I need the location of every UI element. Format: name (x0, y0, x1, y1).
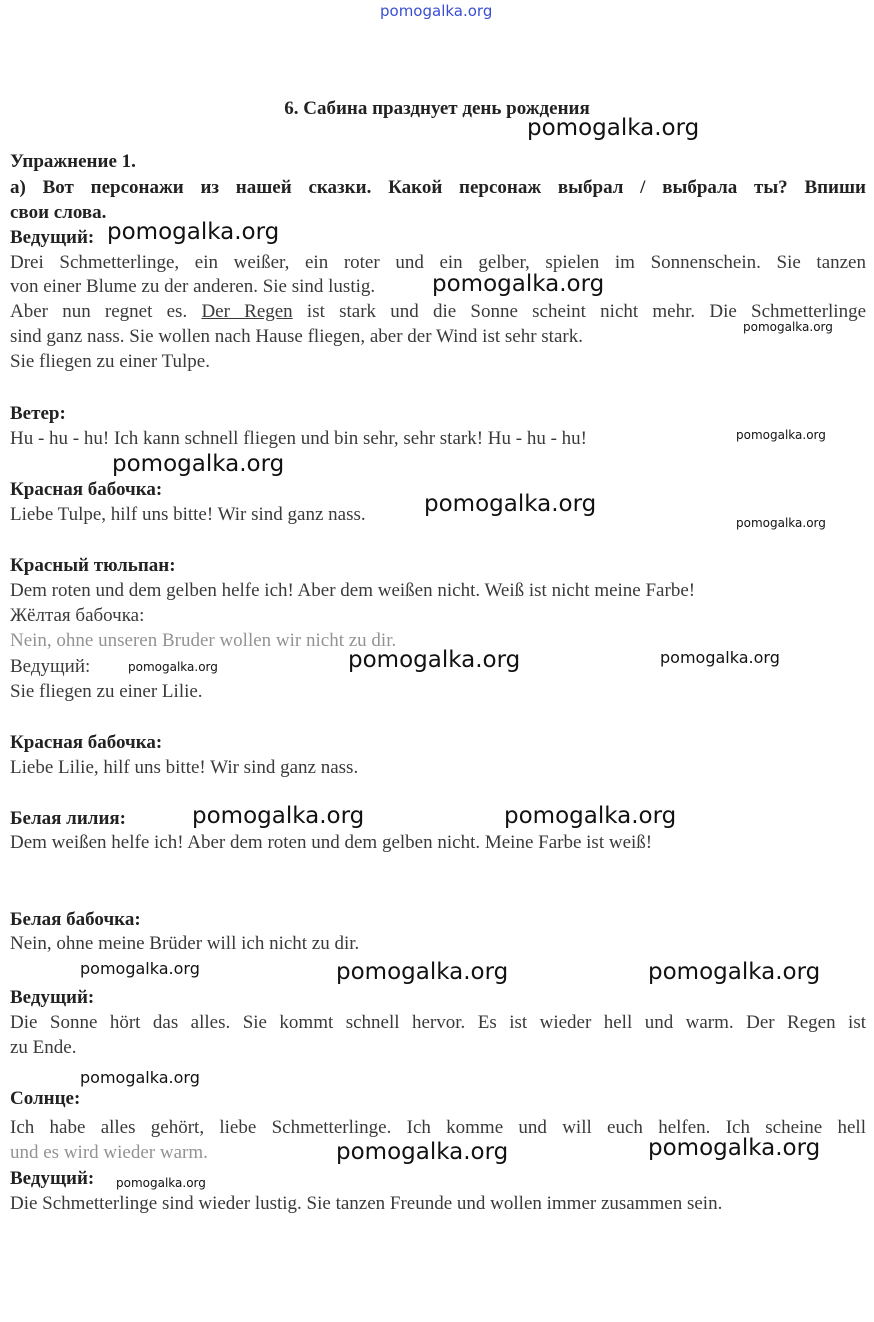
speaker-label: Красная бабочка: (10, 732, 163, 753)
dialogue-line: sind ganz nass. Sie wollen nach Hause fliegen, aber der Wind ist sehr stark. (10, 326, 583, 347)
dialogue-line: zu Ende. (10, 1037, 77, 1058)
speaker-label: Белая бабочка: (10, 909, 141, 930)
dialogue-line: von einer Blume zu der anderen. Sie sind lustig. (10, 276, 376, 297)
dialogue-line: und es wird wieder warm. (10, 1142, 208, 1163)
watermark: pomogalka.org (648, 959, 821, 985)
watermark: pomogalka.org (336, 959, 509, 985)
underlined-word: Der Regen (201, 301, 293, 322)
exercise-task-line1: а) Вот персонажи из нашей сказки. Какой персонаж выбрал / выбрала ты? Впиши (10, 177, 866, 198)
watermark: pomogalka.org (336, 1139, 509, 1165)
dialogue-line: Dem roten und dem gelben helfe ich! Aber dem weißen nicht. Weiß ist nicht meine Farbe! (10, 580, 696, 601)
speaker-label: Ведущий: (10, 227, 95, 248)
watermark: pomogalka.org (432, 271, 605, 297)
dialogue-line: Drei Schmetterlinge, ein weißer, ein roter und ein gelber, spielen im Sonnenschein. Sie tanzen (10, 252, 866, 273)
dialogue-line: Liebe Lilie, hilf uns bitte! Wir sind ganz nass. (10, 757, 359, 778)
speaker-label: Ведущий: (10, 1168, 95, 1189)
speaker-label: Ведущий: (10, 656, 91, 677)
dialogue-line (10, 299, 866, 324)
exercise-label: Упражнение 1. (10, 151, 136, 172)
dialogue-line: Hu - hu - hu! Ich kann schnell fliegen und bin sehr, sehr stark! Hu - hu - hu! (10, 428, 588, 449)
watermark: pomogalka.org (192, 803, 365, 829)
watermark: pomogalka.org (504, 803, 677, 829)
watermark: pomogalka.org (424, 491, 597, 517)
watermark: pomogalka.org (736, 516, 826, 530)
dialogue-line: Liebe Tulpe, hilf uns bitte! Wir sind ganz nass. (10, 504, 366, 525)
watermark: pomogalka.org (80, 959, 200, 978)
dialogue-fragment: Aber nun regnet es. (10, 301, 188, 322)
speaker-label: Солнце: (10, 1088, 81, 1109)
dialogue-line: Nein, ohne meine Brüder will ich nicht zu dir. (10, 933, 360, 954)
speaker-label: Ветер: (10, 403, 66, 424)
speaker-label: Ведущий: (10, 987, 95, 1008)
speaker-label: Белая лилия: (10, 808, 127, 829)
dialogue-line: Sie fliegen zu einer Lilie. (10, 681, 203, 702)
dialogue-line: Die Schmetterlinge sind wieder lustig. Sie tanzen Freunde und wollen immer zusammen sein. (10, 1193, 723, 1214)
dialogue-line: Dem weißen helfe ich! Aber dem roten und dem gelben nicht. Meine Farbe ist weiß! (10, 832, 653, 853)
speaker-label: Красный тюльпан: (10, 555, 176, 576)
watermark: pomogalka.org (80, 1068, 200, 1087)
watermark: pomogalka.org (128, 660, 218, 674)
watermark: pomogalka.org (116, 1176, 206, 1190)
watermark: pomogalka.org (112, 451, 285, 477)
top-watermark: pomogalka.org (380, 2, 493, 20)
watermark: pomogalka.org (648, 1135, 821, 1161)
watermark: pomogalka.org (107, 219, 280, 245)
watermark: pomogalka.org (743, 320, 833, 334)
dialogue-line: Die Sonne hört das alles. Sie kommt schnell hervor. Es ist wieder hell und warm. Der Regen ist (10, 1012, 866, 1033)
dialogue-fragment: ist stark und die Sonne scheint nicht mehr. Die Schmetterlinge (306, 301, 867, 322)
watermark: pomogalka.org (736, 428, 826, 442)
speaker-label: Жёлтая бабочка: (10, 605, 145, 626)
dialogue-line: Nein, ohne unseren Bruder wollen wir nicht zu dir. (10, 630, 397, 651)
page-title: 6. Сабина празднует день рождения (284, 98, 590, 119)
watermark: pomogalka.org (348, 647, 521, 673)
speaker-label: Красная бабочка: (10, 479, 163, 500)
dialogue-line: Sie fliegen zu einer Tulpe. (10, 351, 210, 372)
watermark: pomogalka.org (527, 115, 700, 141)
watermark: pomogalka.org (660, 648, 780, 667)
dialogue-line: Ich habe alles gehört, liebe Schmetterlinge. Ich komme und will euch helfen. Ich scheine hell (10, 1117, 866, 1138)
exercise-task-line2: свои слова. (10, 202, 107, 223)
